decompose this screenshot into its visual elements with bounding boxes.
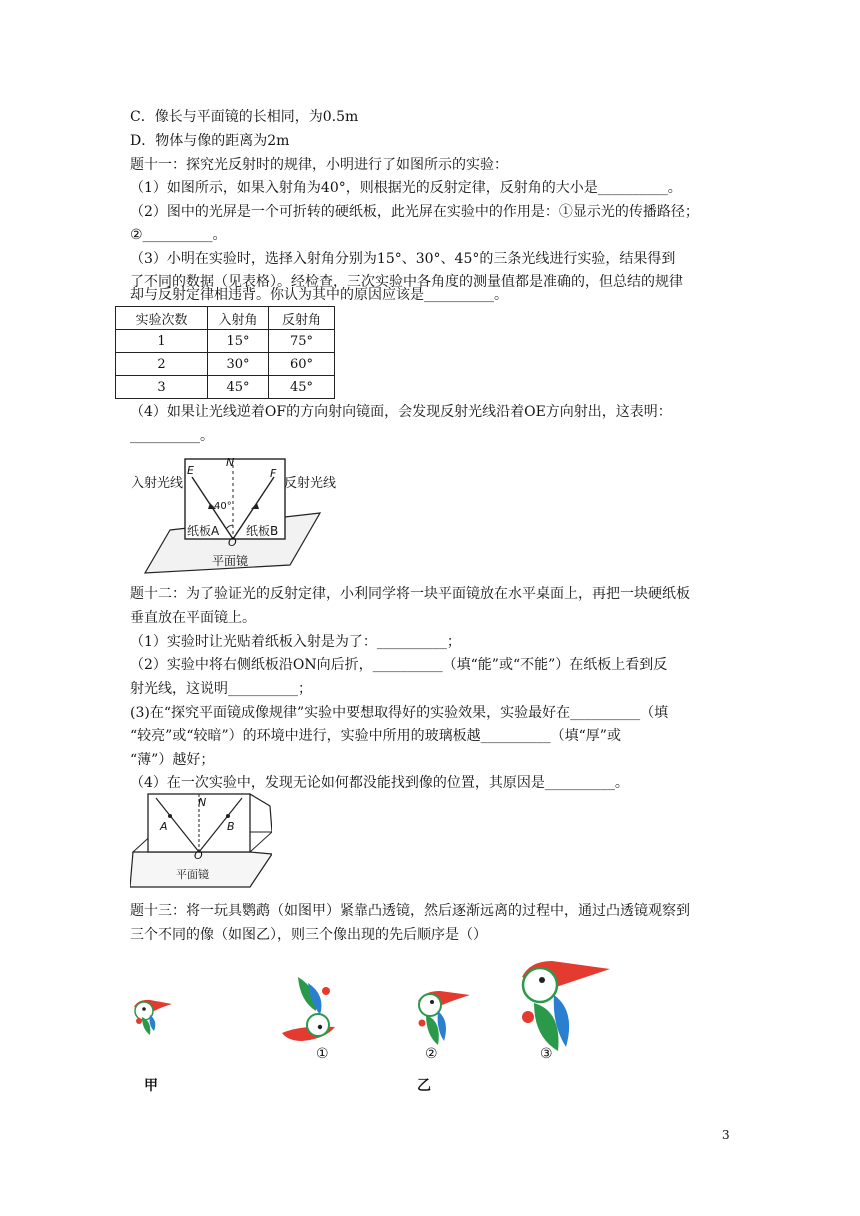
q11-part2-cont: ②__________。	[130, 227, 227, 243]
label-e: E	[187, 464, 194, 477]
label-jia: 甲	[144, 1078, 158, 1094]
question-13-title: 题十三：将一玩具鹦鹉（如图甲）紧靠凸透镜，然后逐渐远离的过程中，通过凸透镜观察到	[130, 903, 690, 919]
parrot-images-figure	[130, 955, 620, 1055]
board-b-label: 纸板B	[246, 524, 279, 538]
label-n: N	[226, 456, 235, 469]
board-a-label: 纸板A	[187, 524, 220, 538]
q11-part3: （3）小明在实验时，选择入射角分别为15°、30°、45°的三条光线进行实验，结果得到	[130, 251, 676, 267]
q12-part3: (3)在“探究平面镜成像规律”实验中要想取得好的实验效果，实验最好在__________（填	[130, 705, 669, 721]
reflected-ray-label: 反射光线	[284, 476, 337, 491]
table-header: 反射角	[269, 307, 335, 330]
image-number-2: ②	[425, 1046, 438, 1062]
label-o: O	[228, 536, 237, 549]
data-table	[115, 306, 335, 399]
table-cell: 45°	[208, 376, 269, 399]
table-row	[116, 376, 335, 399]
parrot-image-1	[282, 977, 335, 1041]
q12-part1: （1）实验时让光贴着纸板入射是为了：__________；	[130, 634, 461, 650]
mirror-label: 平面镜	[212, 554, 249, 568]
option-d: D．物体与像的距离为2m	[130, 133, 290, 149]
q11-part3-cont2: 却与反射定律相违背。你认为其中的原因应该是__________。	[130, 287, 508, 303]
table-cell: 15°	[208, 330, 269, 353]
q11-part3-cont1: 了不同的数据（见表格）。经检查，三次实验中各角度的测量值都是准确的，但总结的规律	[130, 274, 683, 290]
q13-title-cont: 三个不同的像（如图乙），则三个像出现的先后顺序是（）	[130, 927, 487, 943]
label-yi: 乙	[417, 1078, 431, 1094]
question-12-title: 题十二：为了验证光的反射定律，小利同学将一块平面镜放在水平桌面上，再把一块硬纸板	[130, 586, 690, 602]
table-cell: 75°	[269, 330, 335, 353]
q12-part2-cont: 射光线，这说明__________；	[130, 681, 312, 697]
q12-part3-cont1: “较亮”或“较暗”）的环境中进行，实验中所用的玻璃板越__________（填“厚”或	[130, 728, 621, 744]
image-number-3: ③	[540, 1046, 553, 1062]
label-b: B	[227, 820, 235, 833]
q11-part4-cont: __________。	[130, 428, 214, 444]
parrot-image-2	[418, 991, 470, 1045]
table-cell: 3	[116, 376, 208, 399]
table-cell: 1	[116, 330, 208, 353]
table-row	[116, 330, 335, 353]
table-header: 入射角	[208, 307, 269, 330]
table-cell: 60°	[269, 353, 335, 376]
image-number-1: ①	[316, 1046, 329, 1062]
label-n: N	[198, 796, 207, 809]
mirror-label: 平面镜	[176, 868, 209, 881]
incident-ray-label: 入射光线	[131, 476, 184, 491]
table-cell: 2	[116, 353, 208, 376]
parrot-original	[134, 1000, 172, 1035]
q12-part3-cont2: “薄”）越好；	[130, 752, 215, 768]
question-11-title: 题十一：探究光反射时的规律，小明进行了如图所示的实验：	[130, 157, 508, 173]
label-a: A	[160, 820, 168, 833]
table-header-row	[116, 307, 335, 330]
option-c: C．像长与平面镜的长相同，为0.5m	[130, 109, 359, 125]
table-cell: 30°	[208, 353, 269, 376]
q12-part4: （4）在一次实验中，发现无论如何都没能找到像的位置，其原因是__________。	[130, 775, 629, 791]
angle-label: 40°	[214, 501, 232, 512]
label-o: O	[194, 849, 203, 862]
table-row	[116, 353, 335, 376]
parrot-image-3	[522, 961, 610, 1051]
page-number: 3	[722, 1128, 730, 1142]
q12-title-cont: 垂直放在平面镜上。	[130, 610, 256, 626]
q11-part4: （4）如果让光线逆着OF的方向射向镜面，会发现反射光线沿着OE方向射出，这表明：	[130, 404, 672, 420]
table-cell: 45°	[269, 376, 335, 399]
q11-part2: （2）图中的光屏是一个可折转的硬纸板，此光屏在实验中的作用是：①显示光的传播路径；	[130, 204, 699, 220]
table-header: 实验次数	[116, 307, 208, 330]
q11-part1: （1）如图所示，如果入射角为40°，则根据光的反射定律，反射角的大小是__________。	[130, 180, 682, 196]
label-f: F	[270, 467, 277, 480]
q12-part2: （2）实验中将右侧纸板沿ON向后折，__________（填“能”或“不能”）在纸板上看到反	[130, 657, 668, 673]
